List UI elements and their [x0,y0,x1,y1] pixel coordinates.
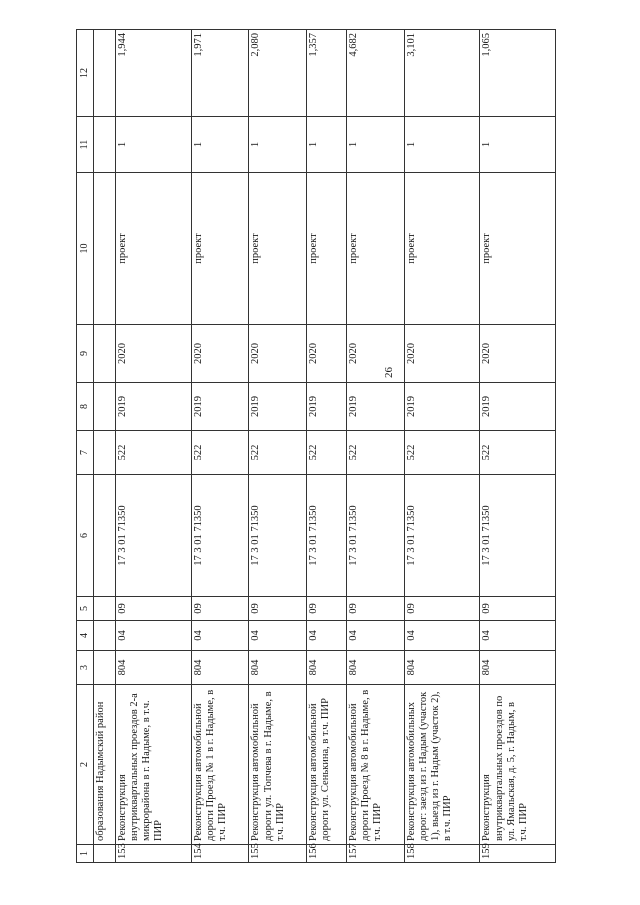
cell-target-article: 17 3 01 71350 [480,475,556,597]
cell-capacity-unit: проект [249,173,307,325]
cell-cost: 1,971 [191,30,249,117]
cell-subsection: 09 [347,597,405,621]
cell-section: 04 [404,621,480,651]
cell [94,173,116,325]
table-row [347,30,405,863]
cell-section: 04 [307,621,347,651]
cell-expense-type: 522 [116,431,192,475]
cell-end-year: 2020 [404,325,480,383]
cell-section: 04 [347,621,405,651]
cell-end-year: 2020 [191,325,249,383]
cell-capacity: 1 [347,117,405,173]
cell-start-year: 2019 [191,383,249,431]
cell-target-article: 17 3 01 71350 [347,475,405,597]
cell-capacity-unit: проект [347,173,405,325]
cell-expense-type: 522 [249,431,307,475]
cell-name: Реконструкция внутриквартальных проездов по ул. Ямальская, д. 5, г. Надым, в т.ч. ПИР [480,685,556,845]
cell-chapter: 804 [191,651,249,685]
cell-start-year: 2019 [307,383,347,431]
cell-cost: 1,944 [116,30,192,117]
cell-name: Реконструкция автомобильной дороги Проезд № 8 в г. Надыме, в т.ч. ПИР [347,685,405,845]
cell-chapter: 804 [307,651,347,685]
cell-capacity-unit: проект [404,173,480,325]
table-row [116,30,192,863]
cell-chapter: 804 [116,651,192,685]
cell-expense-type: 522 [347,431,405,475]
header-cell: 5 [77,597,94,621]
cell-target-article: 17 3 01 71350 [307,475,347,597]
header-cell: 11 [77,117,94,173]
cell-name: Реконструкция автомобильной дороги ул. Топчева в г. Надыме, в т.ч. ПИР [249,685,307,845]
cell-expense-type: 522 [404,431,480,475]
cell-chapter: 804 [347,651,405,685]
cell-chapter: 804 [249,651,307,685]
header-cell: 4 [77,621,94,651]
cell-capacity-unit: проект [116,173,192,325]
cell-capacity-unit: проект [191,173,249,325]
cell-target-article: 17 3 01 71350 [249,475,307,597]
cell-capacity: 1 [480,117,556,173]
cell-subsection: 09 [480,597,556,621]
table-row [191,30,249,863]
cell-capacity: 1 [249,117,307,173]
rotated-table-container [76,30,556,863]
header-cell: 3 [77,651,94,685]
cell-section: 04 [249,621,307,651]
cell-cost: 1,065 [480,30,556,117]
cell-expense-type: 522 [480,431,556,475]
header-cell: 6 [77,475,94,597]
cell-name: Реконструкция автомобильной дороги Проезд № 1 в г. Надыме, в т.ч. ПИР [191,685,249,845]
cell-subsection: 09 [191,597,249,621]
header-cell: 9 [77,325,94,383]
cell-cost: 4,682 [347,30,405,117]
cell-subsection: 09 [307,597,347,621]
cell-end-year: 2020 [249,325,307,383]
header-cell: 10 [77,173,94,325]
cell-name: Реконструкция автомобильной дороги ул. Сенькина, в т.ч. ПИР [307,685,347,845]
cell-cost: 2,080 [249,30,307,117]
cell-subsection: 09 [116,597,192,621]
cell [94,597,116,621]
cell-capacity: 1 [307,117,347,173]
cell-capacity-unit: проект [480,173,556,325]
table-row [249,30,307,863]
cell-section: 04 [480,621,556,651]
cell-number: 153 [116,845,192,863]
cell-section: 04 [116,621,192,651]
cell [94,325,116,383]
header-cell: 2 [77,685,94,845]
cell-name: Реконструкция внутриквартальных проездов 2-а микрорайона в г. Надыме, в т.ч. ПИР [116,685,192,845]
header-row [77,30,94,863]
cell-capacity: 1 [404,117,480,173]
cell-target-article: 17 3 01 71350 [191,475,249,597]
cell-end-year: 2020 [116,325,192,383]
cell [94,431,116,475]
cell-subsection: 09 [404,597,480,621]
cell [94,383,116,431]
cell-start-year: 2019 [404,383,480,431]
cell [94,621,116,651]
data-table [76,29,556,863]
header-cell: 7 [77,431,94,475]
cell-start-year: 2019 [249,383,307,431]
header-cell: 8 [77,383,94,431]
cell-start-year: 2019 [480,383,556,431]
header-cell: 1 [77,845,94,863]
cell-chapter: 804 [404,651,480,685]
cell-number: 156 [307,845,347,863]
cell-name: образования Надымский район [94,685,116,845]
cell-cost: 1,357 [307,30,347,117]
cell-cost: 3,101 [404,30,480,117]
cell-expense-type: 522 [191,431,249,475]
cell-number: 157 [347,845,405,863]
cell-section: 04 [191,621,249,651]
cell [94,651,116,685]
table-row [404,30,480,863]
cell-number: 158 [404,845,480,863]
cell-number: 159 [480,845,556,863]
cell-capacity-unit: проект [307,173,347,325]
cell-chapter: 804 [480,651,556,685]
cell-end-year: 2020 [480,325,556,383]
page-number: 26 [383,367,395,378]
cell-target-article: 17 3 01 71350 [404,475,480,597]
cell-capacity: 1 [116,117,192,173]
cell-start-year: 2019 [116,383,192,431]
cell [94,475,116,597]
cell-target-article: 17 3 01 71350 [116,475,192,597]
header-cell: 12 [77,30,94,117]
cell-subsection: 09 [249,597,307,621]
cell [94,30,116,117]
cell-start-year: 2019 [347,383,405,431]
cell-end-year: 2020 [347,325,405,383]
cell [94,117,116,173]
cell-end-year: 2020 [307,325,347,383]
cell-number: 154 [191,845,249,863]
cell-number [94,845,116,863]
cell-number: 155 [249,845,307,863]
cell-capacity: 1 [191,117,249,173]
continuation-row [94,30,116,863]
cell-expense-type: 522 [307,431,347,475]
table-row [307,30,347,863]
cell-name: Реконструкция автомобильных дорог: заезд из г. Надым (участок 1), выезд из г. Надым (участок 2), в т.ч. ПИР [404,685,480,845]
table-row [480,30,556,863]
